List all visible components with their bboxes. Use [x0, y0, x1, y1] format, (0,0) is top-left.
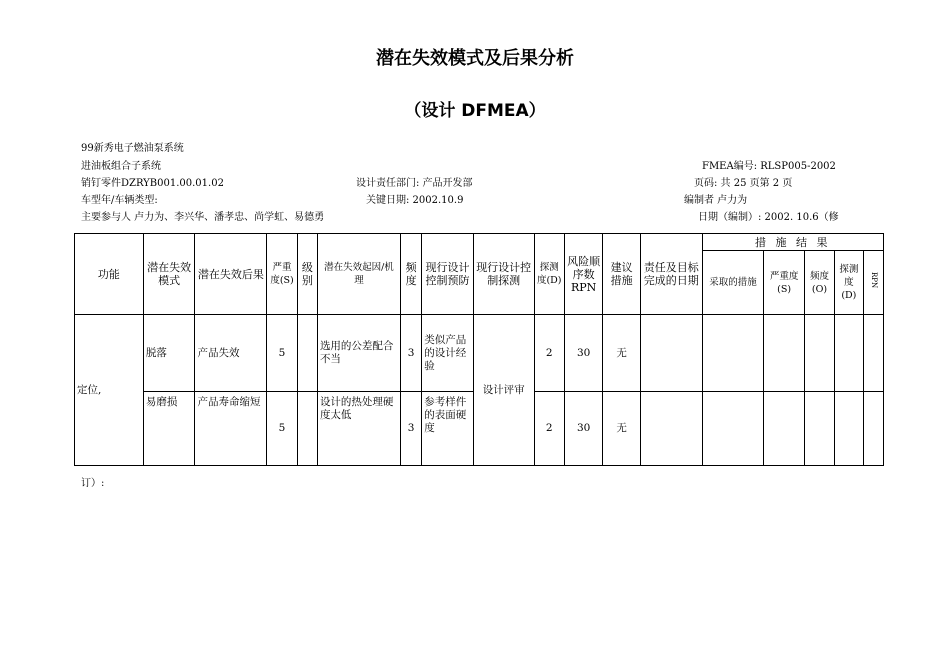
- cause-cell: 选用的公差配合不当: [317, 315, 400, 392]
- effect-cell: 产品失效: [195, 315, 267, 392]
- rpn-cell: 30: [564, 392, 602, 466]
- cause-cell: 设计的热处理硬度太低: [317, 392, 400, 466]
- detection-cell: 2: [534, 392, 564, 466]
- class-cell: [297, 315, 317, 392]
- table-row: [75, 315, 884, 392]
- header-effect: 潜在失效后果: [195, 234, 267, 315]
- header-prevention: 现行设计控制预防: [422, 234, 474, 315]
- header-recommended: 建议措施: [603, 234, 640, 315]
- document-title: 潜在失效模式及后果分析: [376, 48, 574, 69]
- fmea-table: [74, 233, 884, 466]
- vehicle-type: 车型年/车辆类型:: [81, 195, 158, 206]
- result-detection-cell: [835, 392, 863, 466]
- fmea-number: FMEA编号: RLSP005-2002: [702, 161, 836, 172]
- header-result-detection: 探测度(D): [835, 251, 863, 315]
- responsibility-cell: [640, 392, 702, 466]
- prevention-cell: 参考样件的表面硬度: [422, 392, 474, 466]
- result-occurrence-cell: [804, 315, 834, 392]
- subsystem-name: 进油板组合子系统: [81, 161, 161, 172]
- prepared-by: 编制者 卢力为: [684, 195, 748, 206]
- header-result-occurrence: 频度(O): [804, 251, 834, 315]
- class-cell: [297, 392, 317, 466]
- header-actions-taken: 采取的措施: [702, 251, 764, 315]
- header-cause: 潜在失效起因/机理: [317, 234, 400, 315]
- result-severity-cell: [764, 315, 804, 392]
- page-number: 页码: 共 25 页第 2 页: [694, 178, 793, 189]
- header-failure-mode: 潜在失效模式: [143, 234, 195, 315]
- result-rpn-label: RPN: [869, 272, 878, 289]
- header-row-1: [75, 234, 884, 251]
- prepared-date: 日期（编制）: 2002. 10.6（修: [698, 212, 839, 223]
- document-subtitle: （设计 DFMEA）: [404, 101, 546, 121]
- result-rpn-cell: [863, 392, 883, 466]
- recommended-cell: 无: [603, 392, 640, 466]
- detection-control-cell: 设计评审: [473, 315, 534, 466]
- key-date: 关键日期: 2002.10.9: [366, 195, 464, 206]
- result-detection-cell: [835, 315, 863, 392]
- header-result-rpn: [863, 251, 883, 315]
- result-severity-cell: [764, 392, 804, 466]
- header-detection: 探测度(D): [534, 234, 564, 315]
- header-class: 级别: [297, 234, 317, 315]
- detection-cell: 2: [534, 315, 564, 392]
- header-result-severity: 严重度(S): [764, 251, 804, 315]
- rpn-cell: 30: [564, 315, 602, 392]
- core-team: 主要参与人 卢力为、李兴华、潘孝忠、尚学虹、易德勇: [81, 212, 325, 223]
- actions-taken-cell: [702, 315, 764, 392]
- severity-cell: 5: [267, 392, 297, 466]
- system-name: 99新秀电子燃油泵系统: [81, 143, 184, 154]
- header-severity: 严重度(S): [267, 234, 297, 315]
- responsibility-cell: [640, 315, 702, 392]
- component-name: 销钉零件DZRYB001.00.01.02: [81, 178, 224, 189]
- header-occurrence: 频度: [400, 234, 421, 315]
- header-action-results: 措 施 结 果: [702, 234, 883, 251]
- failure-mode-cell: 脱落: [143, 315, 195, 392]
- occurrence-cell: 3: [400, 315, 421, 392]
- severity-cell: 5: [267, 315, 297, 392]
- prevention-cell: 类似产品的设计经验: [422, 315, 474, 392]
- occurrence-cell: 3: [400, 392, 421, 466]
- result-rpn-cell: [863, 315, 883, 392]
- header-detection-control: 现行设计控制探测: [473, 234, 534, 315]
- effect-cell: 产品寿命缩短: [195, 392, 267, 466]
- header-rpn: 风险顺序数RPN: [564, 234, 602, 315]
- header-function: 功能: [75, 234, 144, 315]
- actions-taken-cell: [702, 392, 764, 466]
- failure-mode-cell: 易磨损: [143, 392, 195, 466]
- result-occurrence-cell: [804, 392, 834, 466]
- revision-footer: 订）:: [81, 478, 105, 489]
- recommended-cell: 无: [603, 315, 640, 392]
- design-dept: 设计责任部门: 产品开发部: [356, 178, 473, 189]
- header-responsibility: 责任及目标完成的日期: [640, 234, 702, 315]
- function-cell: 定位,: [75, 315, 144, 466]
